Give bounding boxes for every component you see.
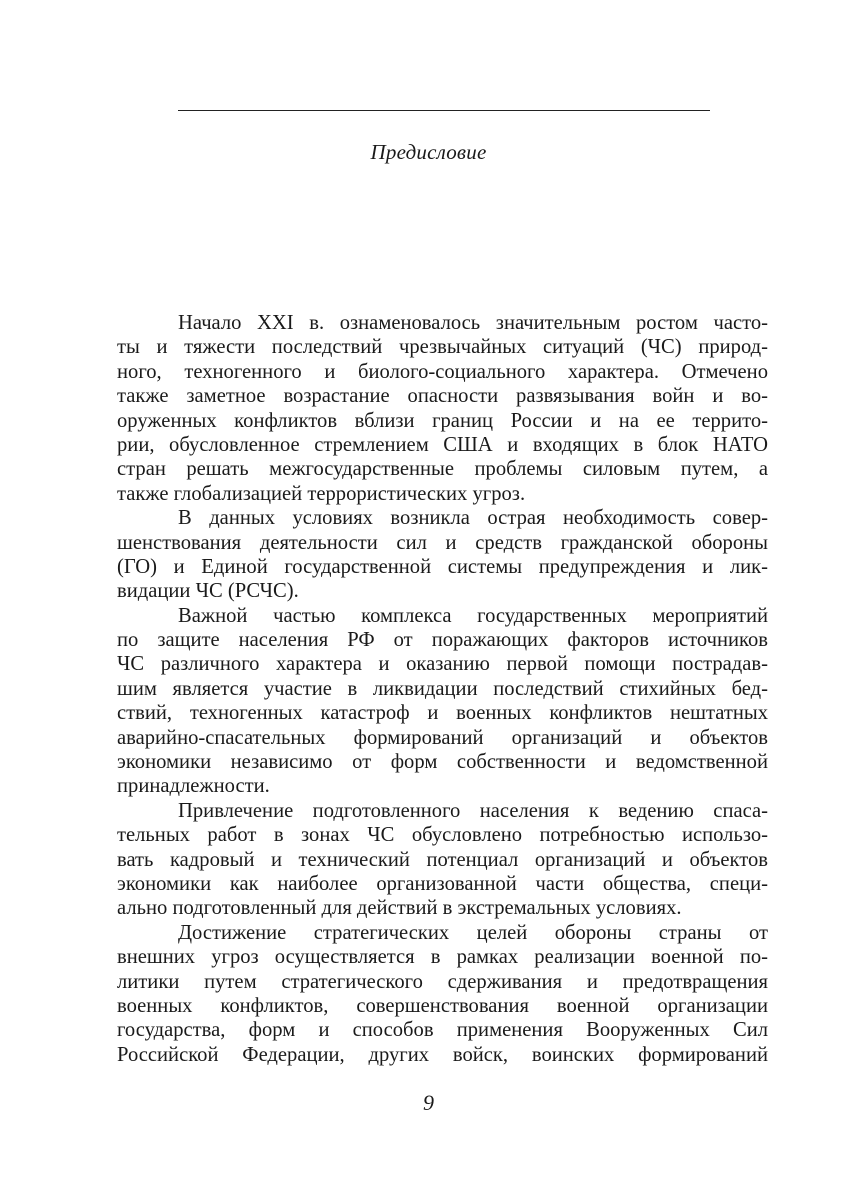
text-line: видации ЧС (РСЧС). [117,580,299,603]
text-line: тельных работ в зонах ЧС обусловлено потребностью использо- [117,824,768,847]
text-line: ЧС различного характера и оказанию первой помощи пострадав- [117,653,768,676]
text-line: шенствования деятельности сил и средств гражданской обороны [117,531,768,554]
text-line: Начало XXI в. ознаменовалось значительным ростом часто- [178,312,768,334]
paragraph [117,506,768,604]
text-line: шим является участие в ликвидации последствий стихийных бед- [117,677,768,700]
text-line: литики путем стратегического сдерживания и предотвращения [117,970,768,993]
text-line: ты и тяжести последствий чрезвычайных ситуаций (ЧС) природ- [117,336,768,359]
text-line: Важной частью комплекса государственных мероприятий [178,604,768,627]
text-line: стран решать межгосударственные проблемы силовым путем, а [117,458,768,481]
paragraph [117,799,768,921]
text-line: по защите населения РФ от поражающих факторов источников [117,629,768,652]
text-line: (ГО) и Единой государственной системы предупреждения и лик- [117,555,768,578]
text-line: государства, форм и способов применения Вооруженных Сил [117,1019,768,1042]
text-line: ально подготовленный для действий в экстремальных условиях. [117,897,682,920]
body-text [117,311,768,1067]
text-line: военных конфликтов, совершенствования военной организации [117,994,768,1017]
text-line: ствий, техногенных катастроф и военных конфликтов нештатных [117,702,768,725]
text-line: Достижение стратегических целей обороны страны от [178,921,768,944]
text-line: Привлечение подготовленного населения к ведению спаса- [178,799,768,822]
paragraph [117,311,768,506]
text-line: экономики как наиболее организованной части общества, специ- [117,872,768,895]
text-line: вать кадровый и технический потенциал организаций и объектов [117,848,768,871]
text-line: экономики независимо от форм собственности и ведомственной [117,751,768,774]
text-line: ного, техногенного и биолого-социального характера. Отмечено [117,360,768,383]
text-line: аварийно-спасательных формирований организаций и объектов [117,726,768,749]
text-line: Российской Федерации, других войск, воинских формирований [117,1043,768,1066]
section-title: Предисловие [370,140,487,164]
text-line: рии, обусловленное стремлением США и входящих в блок НАТО [117,433,768,456]
text-line: оруженных конфликтов вблизи границ России и на ее террито- [117,409,768,432]
text-line: также глобализацией террористических угроз. [117,482,526,505]
page-number: 9 [423,1090,434,1115]
text-line: принадлежности. [117,775,270,798]
header-rule [178,110,710,111]
paragraph [117,921,768,1067]
text-line: внешних угроз осуществляется в рамках реализации военной по- [117,946,768,969]
text-line: также заметное возрастание опасности развязывания войн и во- [117,385,768,408]
text-line: В данных условиях возникла острая необходимость совер- [178,507,768,530]
paragraph [117,604,768,799]
